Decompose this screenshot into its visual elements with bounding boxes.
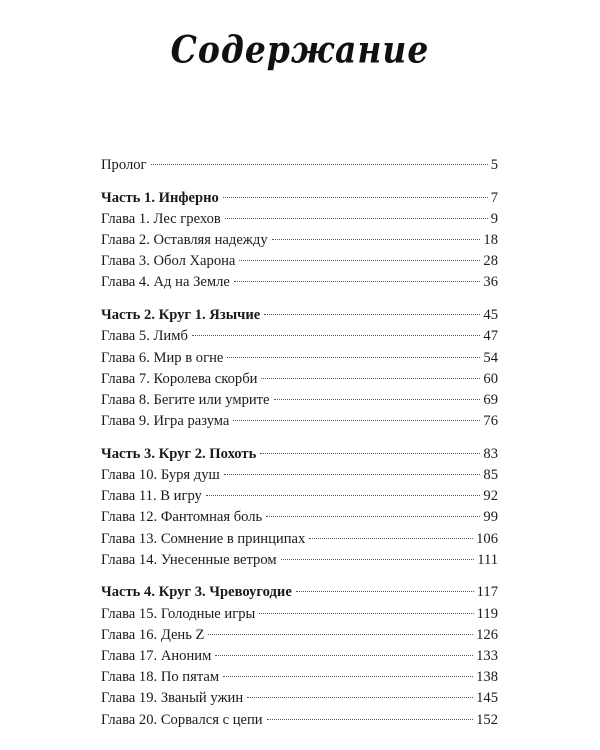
dot-leader	[239, 260, 480, 261]
dot-leader	[264, 314, 480, 315]
dot-leader	[223, 197, 488, 198]
dot-leader	[233, 420, 480, 421]
toc-entry-label: Глава 10. Буря душ	[101, 466, 220, 483]
dot-leader	[192, 335, 481, 336]
toc-chapter-entry	[101, 465, 498, 486]
dot-leader	[281, 559, 475, 560]
toc-chapter-entry	[101, 326, 498, 347]
dot-leader	[309, 538, 473, 539]
table-of-contents	[101, 155, 498, 731]
toc-entry-page-number: 145	[476, 690, 498, 707]
toc-chapter-entry	[101, 646, 498, 667]
toc-entry-page-number: 126	[476, 626, 498, 643]
toc-entry-label: Глава 18. По пятам	[101, 669, 220, 686]
toc-entry-label: Часть 4. Круг 3. Чревоугодие	[101, 584, 292, 601]
toc-chapter-entry	[101, 710, 498, 731]
toc-entry-label: Глава 15. Голодные игры	[101, 605, 256, 622]
dot-leader	[224, 474, 481, 475]
toc-entry-page-number: 45	[483, 307, 498, 324]
dot-leader	[267, 719, 474, 720]
toc-chapter-entry	[101, 251, 498, 272]
toc-entry-label: Часть 2. Круг 1. Язычие	[101, 307, 261, 324]
toc-entry-label: Глава 1. Лес грехов	[101, 210, 221, 227]
toc-entry-page-number: 99	[483, 509, 498, 526]
toc-entry-label: Глава 11. В игру	[101, 488, 202, 505]
toc-entry-page-number: 111	[477, 551, 498, 568]
toc-entry-label: Глава 19. Званый ужин	[101, 690, 244, 707]
toc-chapter-entry	[101, 230, 498, 251]
toc-entry-label: Глава 2. Оставляя надежду	[101, 232, 268, 249]
dot-leader	[223, 676, 473, 677]
toc-entry-page-number: 28	[483, 253, 498, 270]
toc-entry-label: Глава 5. Лимб	[101, 328, 188, 345]
dot-leader	[206, 495, 481, 496]
toc-entry-page-number: 92	[483, 488, 498, 505]
dot-leader	[227, 357, 480, 358]
toc-part-entry	[101, 444, 498, 465]
toc-entry-page-number: 119	[476, 605, 498, 622]
toc-chapter-entry	[101, 209, 498, 230]
toc-entry-label: Пролог	[101, 157, 147, 173]
dot-leader	[272, 239, 481, 240]
dot-leader	[260, 453, 480, 454]
toc-entry-label: Глава 12. Фантомная боль	[101, 509, 263, 526]
toc-entry-label: Глава 13. Сомнение в принципах	[101, 530, 306, 547]
toc-entry-page-number: 36	[483, 274, 498, 291]
toc-chapter-entry	[101, 486, 498, 507]
toc-chapter-entry	[101, 529, 498, 550]
dot-leader	[274, 399, 481, 400]
toc-entry-page-number: 117	[476, 584, 498, 601]
toc-entry-page-number: 47	[483, 328, 498, 345]
toc-entry-page-number: 138	[476, 669, 498, 686]
toc-entry-label: Глава 8. Бегите или умрите	[101, 391, 270, 408]
toc-entry-page-number: 69	[483, 391, 498, 408]
toc-entry-label: Глава 6. Мир в огне	[101, 349, 224, 366]
dot-leader	[266, 516, 480, 517]
toc-chapter-entry	[101, 369, 498, 390]
toc-entry-page-number: 5	[490, 157, 498, 173]
toc-entry-label: Глава 3. Обол Харона	[101, 253, 236, 270]
toc-entry-label: Глава 17. Аноним	[101, 647, 212, 664]
toc-entry-page-number: 133	[476, 647, 498, 664]
toc-entry-label: Часть 3. Круг 2. Похоть	[101, 445, 257, 462]
toc-entry-page-number: 106	[476, 530, 498, 547]
toc-entry-page-number: 152	[476, 711, 498, 728]
toc-entry-page-number: 76	[483, 413, 498, 430]
toc-part-entry	[101, 582, 498, 603]
page-title: Содержание	[170, 27, 430, 72]
toc-chapter-entry	[101, 411, 498, 432]
toc-entry-label: Глава 7. Королева скорби	[101, 370, 258, 387]
dot-leader	[261, 378, 480, 379]
dot-leader	[225, 218, 488, 219]
toc-chapter-entry	[101, 272, 498, 293]
toc-entry-label: Глава 14. Унесенные ветром	[101, 551, 277, 568]
dot-leader	[151, 164, 488, 165]
toc-entry-page-number: 9	[490, 210, 498, 227]
toc-chapter-entry	[101, 507, 498, 528]
dot-leader	[247, 697, 473, 698]
toc-chapter-entry	[101, 667, 498, 688]
toc-chapter-entry	[101, 604, 498, 625]
toc-entry-label: Часть 1. Инферно	[101, 189, 219, 206]
toc-chapter-entry	[101, 348, 498, 369]
toc-entry-label: Глава 20. Сорвался с цепи	[101, 711, 263, 728]
toc-entry-label: Глава 16. День Z	[101, 626, 205, 643]
toc-part-entry	[101, 188, 498, 209]
toc-chapter-entry	[101, 390, 498, 411]
toc-entry-page-number: 85	[483, 466, 498, 483]
toc-entry-page-number: 60	[483, 370, 498, 387]
dot-leader	[234, 281, 481, 282]
dot-leader	[215, 655, 473, 656]
toc-part-entry	[101, 305, 498, 326]
toc-chapter-entry	[101, 625, 498, 646]
toc-chapter-entry	[101, 688, 498, 709]
toc-entry-page-number: 18	[483, 232, 498, 249]
toc-entry-page-number: 7	[490, 189, 498, 206]
toc-entry-label: Глава 4. Ад на Земле	[101, 274, 230, 291]
toc-entry-page-number: 54	[483, 349, 498, 366]
dot-leader	[296, 591, 474, 592]
toc-entry-label: Глава 9. Игра разума	[101, 413, 230, 430]
dot-leader	[208, 634, 473, 635]
toc-chapter-entry	[101, 550, 498, 571]
dot-leader	[259, 613, 473, 614]
toc-chapter-entry	[101, 155, 498, 176]
toc-entry-page-number: 83	[483, 445, 498, 462]
